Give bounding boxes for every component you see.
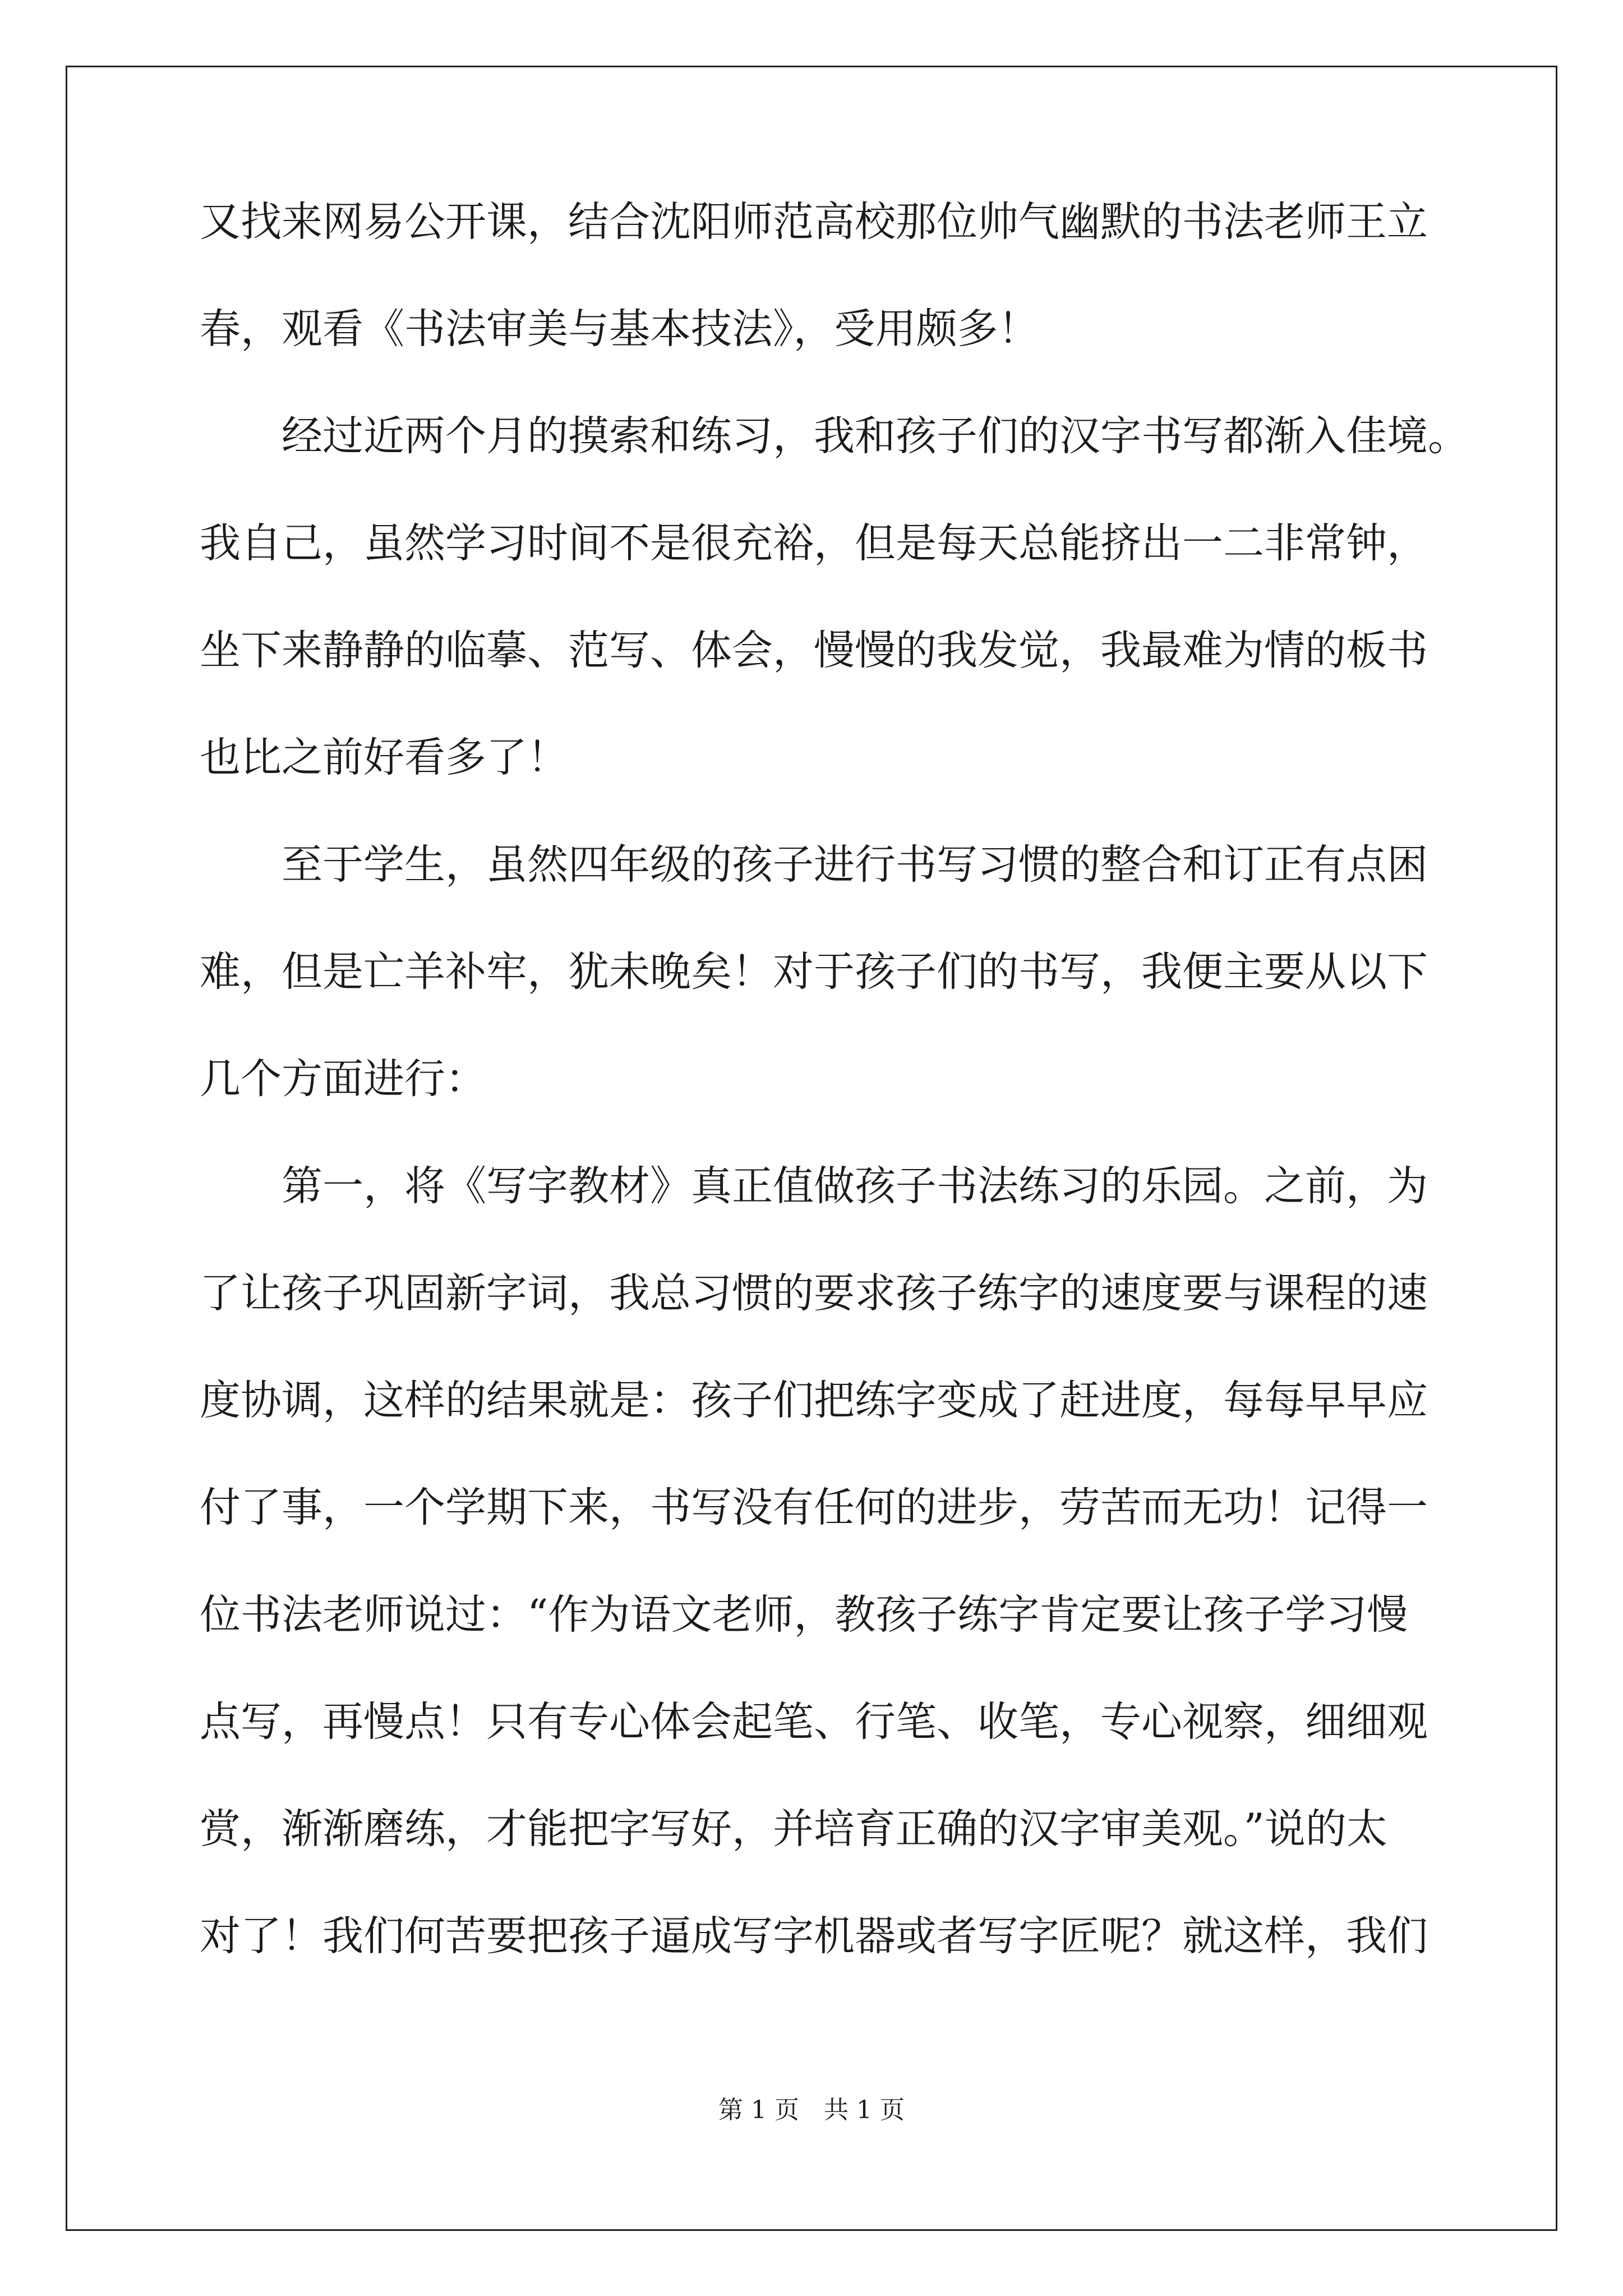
text-line: 第一，将《写字教材》真正值做孩子书法练习的乐园。之前，为 — [282, 1162, 1428, 1210]
text-line: 了让孩子巩固新字词，我总习惯的要求孩子练字的速度要与课程的速 — [200, 1269, 1428, 1317]
text-line: 赏，渐渐磨练，才能把字写好，并培育正确的汉字审美观。”说的太 — [200, 1805, 1387, 1853]
text-line: 度协调，这样的结果就是：孩子们把练字变成了赶进度，每每早早应 — [200, 1377, 1428, 1424]
text-line: 位书法老师说过：“作为语文老师，教孩子练字肯定要让孩子学习慢 — [200, 1591, 1408, 1639]
text-line: 难，但是亡羊补牢，犹未晚矣！对于孩子们的书写，我便主要从以下 — [200, 948, 1428, 996]
text-line: 春，观看《书法审美与基本技法》，受用颇多！ — [200, 305, 1039, 353]
text-line: 又找来网易公开课，结合沈阳师范高校那位帅气幽默的书法老师王立 — [200, 198, 1428, 246]
paragraph-2 — [200, 383, 1469, 811]
text-line: 坐下来静静的临摹、范写、体会，慢慢的我发觉，我最难为情的板书 — [200, 627, 1428, 674]
paragraph-1 — [200, 168, 1433, 383]
paragraph-3 — [200, 811, 1433, 1133]
text-line: 经过近两个月的摸索和练习，我和孩子们的汉字书写都渐入佳境。 — [282, 412, 1469, 460]
page-number-footer: 第 1 页 共 1 页 — [718, 2096, 905, 2124]
paragraph-4 — [200, 1133, 1433, 1990]
text-line: 至于学生，虽然四年级的孩子进行书写习惯的整合和订正有点困 — [282, 841, 1428, 889]
text-line: 也比之前好看多了！ — [200, 734, 568, 781]
text-line: 几个方面进行： — [200, 1055, 486, 1103]
document-body — [200, 168, 1469, 1990]
text-line: 我自己，虽然学习时间不是很充裕，但是每天总能挤出一二非常钟， — [200, 519, 1428, 567]
text-line: 对了！我们何苦要把孩子逼成写字机器或者写字匠呢？就这样，我们 — [200, 1912, 1428, 1960]
text-line: 点写，再慢点！只有专心体会起笔、行笔、收笔，专心视察，细细观 — [200, 1698, 1428, 1746]
text-line: 付了事，一个学期下来，书写没有任何的进步，劳苦而无功！记得一 — [200, 1484, 1428, 1531]
